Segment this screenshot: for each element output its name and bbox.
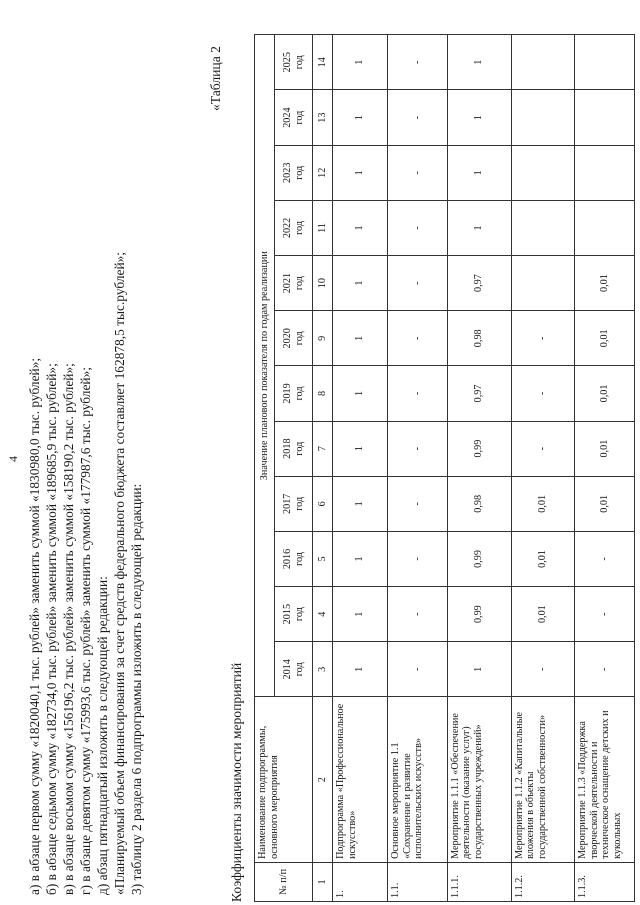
index-cell: 10 — [313, 256, 333, 311]
row-number: 1.1.3. — [575, 862, 635, 901]
year-value: 2016 — [282, 548, 293, 570]
table-label: «Таблица 2 — [208, 46, 223, 111]
paragraph-b: б) в абзаце седьмом сумму «182734,0 тыс. рублей» заменить суммой «189685,9 тыс. рублей»; — [44, 363, 59, 895]
table-caption: Коэффициенты значимости мероприятий — [229, 662, 244, 902]
value-cell: - — [388, 311, 448, 366]
header-name: Наименование подпрограммы, основного мероприятия — [255, 697, 313, 863]
table-row — [575, 35, 635, 902]
year-unit: год — [293, 496, 305, 511]
paragraph-f: «Планируемый объем финансирования за счет средств федерального бюджета составляет 162878,5 тыс.рублей»; — [112, 251, 127, 895]
value-cell: 0,01 — [575, 256, 635, 311]
value-cell: 0,01 — [575, 421, 635, 476]
year-unit: год — [293, 386, 305, 401]
value-cell: 1 — [333, 200, 388, 255]
index-cell: 8 — [313, 366, 333, 421]
paragraph-a: а) в абзаце первом сумму «1820040,1 тыс. рублей» заменить суммой «1830980,0 тыс. рублей»; — [27, 357, 42, 895]
index-cell: 12 — [313, 145, 333, 200]
value-cell: 1 — [333, 366, 388, 421]
value-cell: 1 — [333, 642, 388, 697]
value-cell — [511, 145, 575, 200]
row-name: Мероприятие 1.1.2 «Капитальные вложения в объекты государственной собственности» — [511, 697, 575, 863]
table-row — [511, 35, 575, 902]
year-header — [275, 311, 313, 366]
value-cell: 0,01 — [511, 531, 575, 586]
value-cell: - — [511, 311, 575, 366]
year-unit: год — [293, 662, 305, 677]
value-cell: 1 — [447, 90, 511, 145]
year-header — [275, 145, 313, 200]
value-cell — [575, 90, 635, 145]
value-cell — [511, 90, 575, 145]
year-header — [275, 35, 313, 91]
index-cell: 13 — [313, 90, 333, 145]
value-cell: - — [388, 90, 448, 145]
value-cell: - — [511, 421, 575, 476]
value-cell: 0,01 — [575, 476, 635, 531]
year-unit: год — [293, 165, 305, 180]
value-cell: 0,01 — [575, 311, 635, 366]
index-cell: 6 — [313, 476, 333, 531]
value-cell: - — [575, 642, 635, 697]
value-cell: - — [511, 642, 575, 697]
value-cell: 1 — [333, 35, 388, 91]
paragraph-g: 3) таблицу 2 раздела 6 подпрограммы изложить в следующей редакции: — [129, 483, 144, 895]
year-unit: год — [293, 220, 305, 235]
index-cell: 7 — [313, 421, 333, 476]
value-cell: 0,97 — [447, 366, 511, 421]
value-cell: 1 — [447, 145, 511, 200]
table-row — [447, 35, 511, 902]
value-cell — [575, 35, 635, 91]
row-number: 1. — [333, 862, 388, 901]
year-value: 2021 — [282, 272, 293, 294]
value-cell: 1 — [333, 311, 388, 366]
value-cell: - — [388, 421, 448, 476]
value-cell: 1 — [447, 35, 511, 91]
year-unit: год — [293, 276, 305, 291]
value-cell: - — [388, 476, 448, 531]
year-header — [275, 421, 313, 476]
page-number: 4 — [6, 456, 20, 462]
index-cell: 1 — [313, 862, 333, 901]
index-row — [313, 35, 333, 902]
value-cell: 1 — [447, 200, 511, 255]
year-header — [275, 587, 313, 642]
year-unit: год — [293, 441, 305, 456]
year-header — [275, 531, 313, 586]
value-cell — [575, 145, 635, 200]
year-value: 2017 — [282, 493, 293, 514]
row-name: Подпрограмма «Профессиональное искусство» — [333, 697, 388, 863]
year-value: 2019 — [282, 383, 293, 404]
value-cell: - — [575, 531, 635, 586]
value-cell: 0,01 — [575, 366, 635, 421]
table-row — [388, 35, 448, 902]
year-value: 2018 — [282, 438, 293, 459]
value-cell: 1 — [333, 531, 388, 586]
value-cell — [511, 35, 575, 91]
value-cell — [575, 200, 635, 255]
value-cell: - — [388, 587, 448, 642]
value-cell: 1 — [447, 642, 511, 697]
index-cell: 3 — [313, 642, 333, 697]
year-header — [275, 90, 313, 145]
value-cell: 0,99 — [447, 587, 511, 642]
header-num: № п/п — [255, 862, 313, 901]
year-header — [275, 366, 313, 421]
year-value: 2022 — [282, 217, 293, 239]
value-cell: 1 — [333, 256, 388, 311]
value-cell: 0,01 — [511, 476, 575, 531]
value-cell: - — [575, 587, 635, 642]
paragraph-e: д) абзац пятнадцатый изложить в следующей редакции: — [95, 576, 110, 895]
paragraph-c: в) в абзаце восьмом сумму «156196,2 тыс. рублей» заменить суммой «158190,2 тыс. рублей»; — [61, 363, 76, 895]
header-group: Значение планового показателя по годам реализации — [255, 35, 275, 697]
value-cell: 0,98 — [447, 311, 511, 366]
year-value: 2024 — [282, 107, 293, 128]
row-number: 1.1.1. — [447, 862, 511, 901]
index-cell: 11 — [313, 200, 333, 255]
table-row — [333, 35, 388, 902]
value-cell: - — [388, 256, 448, 311]
year-value: 2020 — [282, 328, 293, 349]
value-cell: 1 — [333, 145, 388, 200]
value-cell: 0,97 — [447, 256, 511, 311]
index-cell: 14 — [313, 35, 333, 91]
value-cell: 1 — [333, 421, 388, 476]
index-cell: 9 — [313, 311, 333, 366]
significance-table — [254, 34, 635, 902]
value-cell: 1 — [333, 476, 388, 531]
value-cell: - — [388, 35, 448, 91]
year-header — [275, 642, 313, 697]
row-name: Мероприятие 1.1.3 «Поддержка творческой деятельности и техническое оснащение детских и кукольных — [575, 697, 635, 863]
row-number: 1.1.2. — [511, 862, 575, 901]
value-cell — [511, 200, 575, 255]
year-unit: год — [293, 607, 305, 622]
year-value: 2025 — [282, 52, 293, 73]
row-number: 1.1. — [388, 862, 448, 901]
value-cell: - — [388, 200, 448, 255]
value-cell: - — [388, 145, 448, 200]
year-header — [275, 256, 313, 311]
value-cell: - — [388, 531, 448, 586]
year-value: 2023 — [282, 162, 293, 183]
row-name: Основное мероприятие 1.1 «Сохранение и развитие исполнительских искусств» — [388, 697, 448, 863]
value-cell: 0,01 — [511, 587, 575, 642]
value-cell: 0,98 — [447, 476, 511, 531]
year-value: 2015 — [282, 603, 293, 625]
year-unit: год — [293, 110, 305, 125]
index-cell: 5 — [313, 531, 333, 586]
paragraph-d: г) в абзаце девятом сумму «175993,6 тыс. рублей» заменить суммой «177987,6 тыс. рублей»; — [78, 367, 93, 895]
year-value: 2014 — [282, 659, 293, 680]
year-unit: год — [293, 55, 305, 70]
value-cell: 1 — [333, 90, 388, 145]
index-cell: 4 — [313, 587, 333, 642]
year-header — [275, 200, 313, 255]
value-cell: 0,99 — [447, 531, 511, 586]
year-header — [275, 476, 313, 531]
value-cell: 1 — [333, 587, 388, 642]
value-cell: 0,99 — [447, 421, 511, 476]
table-body — [333, 35, 635, 902]
year-unit: год — [293, 552, 305, 566]
index-cell: 2 — [313, 697, 333, 863]
value-cell: - — [388, 366, 448, 421]
value-cell: - — [388, 642, 448, 697]
row-name: Мероприятие 1.1.1 «Обеспечение деятельности (оказание услуг) государственных учреждений» — [447, 697, 511, 863]
value-cell — [511, 256, 575, 311]
value-cell: - — [511, 366, 575, 421]
year-unit: год — [293, 331, 305, 346]
